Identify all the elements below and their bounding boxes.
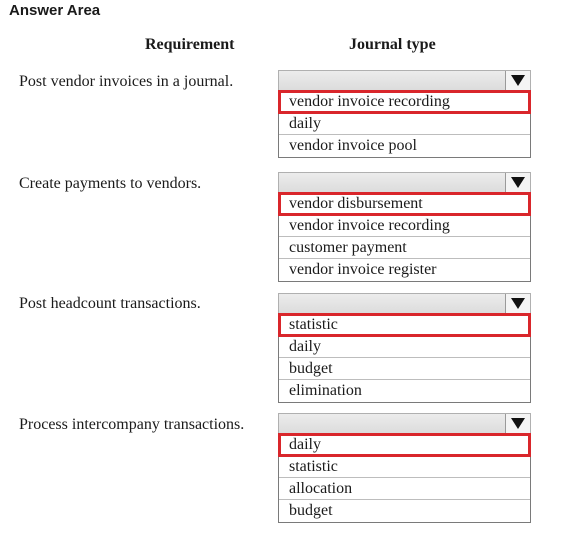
dropdown-option[interactable]: daily [279,336,530,358]
dropdown-option[interactable]: daily [279,113,530,135]
journal-type-dropdown-3[interactable] [278,293,531,403]
dropdown-selected-field[interactable] [279,294,506,313]
dropdown-arrow-button[interactable] [506,294,530,313]
dropdown-option[interactable]: customer payment [279,237,530,259]
requirement-label-headcount: Post headcount transactions. [19,295,201,312]
requirement-label-vendor-invoices: Post vendor invoices in a journal. [19,73,234,90]
triangle-down-icon [511,418,525,429]
dropdown-header[interactable] [278,293,531,314]
dropdown-selected-field[interactable] [279,71,506,90]
dropdown-option-selected[interactable]: vendor invoice recording [279,91,530,113]
requirement-label-vendor-payments: Create payments to vendors. [19,175,202,192]
dropdown-options-list [278,434,531,523]
dropdown-arrow-button[interactable] [506,173,530,192]
dropdown-selected-field[interactable] [279,173,506,192]
dropdown-selected-field[interactable] [279,414,506,433]
dropdown-option[interactable]: budget [279,358,530,380]
triangle-down-icon [511,75,525,86]
journal-type-dropdown-2[interactable] [278,172,531,282]
dropdown-option[interactable]: allocation [279,478,530,500]
dropdown-arrow-button[interactable] [506,414,530,433]
journal-type-column-header: Journal type [349,36,436,53]
dropdown-header[interactable] [278,172,531,193]
dropdown-option-selected[interactable]: vendor disbursement [279,193,530,215]
requirement-label-intercompany: Process intercompany transactions. [19,416,245,433]
dropdown-option-selected[interactable]: daily [279,434,530,456]
dropdown-arrow-button[interactable] [506,71,530,90]
dropdown-options-list [278,314,531,403]
dropdown-options-list [278,91,531,158]
dropdown-header[interactable] [278,413,531,434]
dropdown-option[interactable]: budget [289,502,333,519]
dropdown-option[interactable]: vendor invoice recording [279,215,530,237]
dropdown-options-list [278,193,531,282]
triangle-down-icon [511,177,525,188]
requirement-column-header: Requirement [145,36,235,53]
dropdown-option[interactable]: vendor invoice pool [289,137,417,154]
journal-type-dropdown-4[interactable] [278,413,531,523]
dropdown-option[interactable]: statistic [279,456,530,478]
journal-type-dropdown-1[interactable] [278,70,531,158]
dropdown-option[interactable]: elimination [289,382,362,399]
dropdown-header[interactable] [278,70,531,91]
dropdown-option-selected[interactable]: statistic [279,314,530,336]
dropdown-option[interactable]: vendor invoice register [289,261,437,278]
answer-area-title: Answer Area [9,2,101,19]
triangle-down-icon [511,298,525,309]
